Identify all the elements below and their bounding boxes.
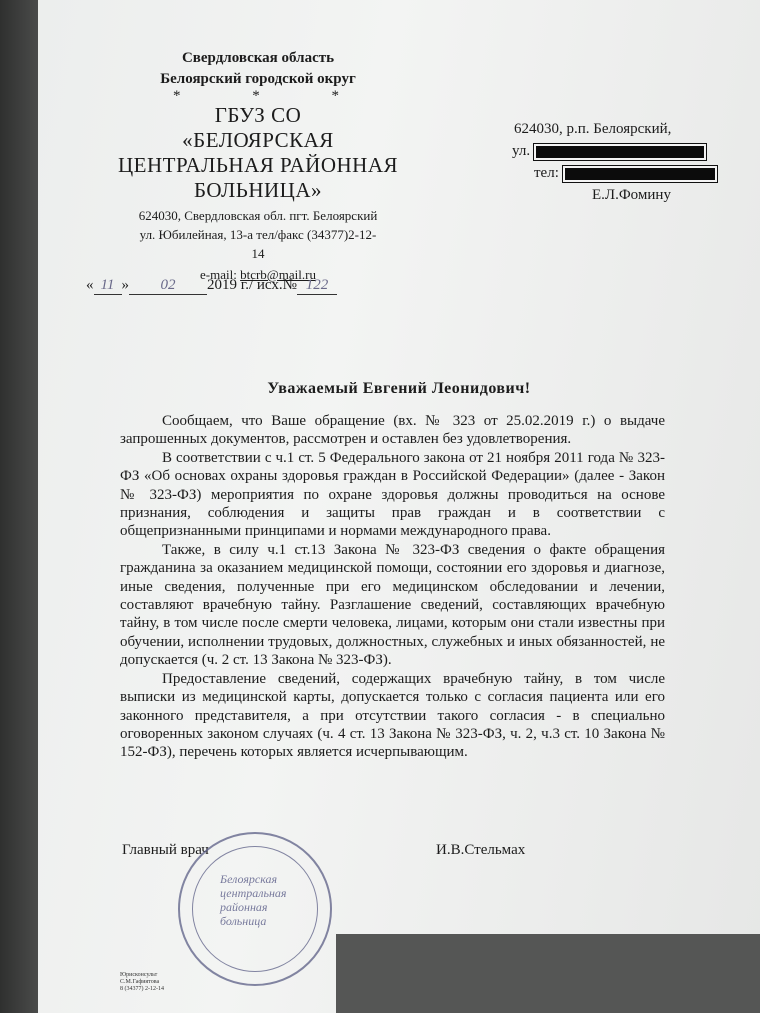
recipient-line1: 624030, р.п. Белоярский,: [514, 121, 672, 137]
ref-open-quote: «: [86, 277, 94, 293]
official-stamp: [178, 832, 332, 986]
body-paragraph-1: Сообщаем, что Ваше обращение (вх. № 323 от 25.02.2019 г.) о выдаче запрошенных документов, рассмотрен и оставлен без удовлетворения.: [120, 413, 665, 448]
recipient-street-line: [512, 140, 752, 162]
org-name-line3: ЦЕНТРАЛЬНАЯ РАЙОННАЯ: [117, 153, 399, 177]
letterhead: [108, 48, 408, 284]
org-name-line4: БОЛЬНИЦА»: [194, 178, 322, 202]
redacted-phone: [563, 166, 717, 182]
stamp-text: [220, 872, 286, 928]
org-address-line1: 624030, Свердловская обл. пгт. Белоярский: [138, 208, 378, 223]
org-name-line2: «БЕЛОЯРСКАЯ: [182, 128, 334, 152]
letter-sheet: [38, 0, 760, 1013]
signature-title: Главный врач: [122, 842, 209, 858]
ref-number: 122: [297, 277, 337, 295]
recipient-street-label: ул.: [512, 143, 531, 159]
footer-line2: С.М.Гафиятова: [120, 979, 160, 985]
ref-close-quote: »: [121, 277, 129, 293]
body-paragraph-2: В соответствии с ч.1 ст. 5 Федерального закона от 21 ноября 2011 года № 323-ФЗ «Об основах охраны здоровья граждан в Российской Федерации» (далее - Закон № 323-ФЗ) мероприятия по охране здоровья должны проводиться на основе признания, соблюдения и защиты прав граждан и в соответствии с общепризнанными принципами и нормами международного права.: [120, 449, 665, 540]
executor-footer: [120, 972, 164, 993]
ref-day: 11: [94, 277, 122, 295]
recipient-phone-line: [512, 162, 752, 184]
email-value: btcrb@mail.ru: [240, 267, 316, 282]
greeting: Уважаемый Евгений Леонидович!: [267, 380, 531, 397]
recipient-phone-label: тел:: [534, 165, 559, 181]
redacted-street: [534, 144, 706, 160]
org-address-line3: 14: [251, 246, 265, 261]
body-paragraph-4: Предоставление сведений, содержащих врачебную тайну, в том числе выписки из медицинской карты, допускается только с согласия пациента или его законного представителя, а при отсутствии такого согласия - в специально оговоренных законом случаях (ч. 4 ст. 13 Закона № 323-ФЗ, ч. 2, ч.3 ст. 10 Закона № 152-ФЗ), перечень которых является исчерпывающим.: [120, 670, 665, 761]
footer-line1: Юрисконсульт: [120, 972, 158, 978]
outgoing-reference: [86, 277, 337, 295]
signature-name: И.В.Стельмах: [436, 842, 526, 858]
photo-background-left: [0, 0, 38, 1013]
stamp-line4: больница: [220, 914, 267, 928]
ref-month: 02: [129, 277, 207, 295]
email-label: e-mail:: [200, 267, 237, 282]
org-address: [108, 206, 408, 263]
org-address-line2: ул. Юбилейная, 13-а тел/факс (34377)2-12-: [139, 227, 377, 242]
ref-year-text: 2019 г./ исх.№: [207, 277, 297, 293]
recipient-name: Е.Л.Фомину: [592, 187, 671, 203]
body-paragraph-3: Также, в силу ч.1 ст.13 Закона № 323-ФЗ сведения о факте обращения гражданина за оказанием медицинской помощи, состоянии его здоровья и диагнозе, иные сведения, полученные при его медицинском обследовании и лечении, составляют врачебную тайну. Разглашение сведений, составляющих врачебную тайну, в том числе после смерти человека, лицами, которым они стали известны при обучении, исполнении трудовых, должностных, служебных и иных обязанностей, не допускается (ч. 2 ст. 13 Закона № 323-ФЗ).: [120, 541, 665, 669]
letter-body: [120, 412, 665, 762]
letterhead-district: Белоярский городской округ: [160, 71, 356, 87]
letterhead-stars: * * *: [173, 88, 373, 104]
stamp-line3: районная: [220, 900, 268, 914]
stamp-line1: Белоярская: [220, 872, 278, 886]
stamp-line2: центральная: [220, 886, 287, 900]
recipient-block: [512, 118, 752, 206]
footer-line3: 8 (34377) 2-12-14: [120, 986, 164, 992]
letterhead-region: Свердловская область: [181, 50, 335, 66]
redaction-block: [336, 934, 760, 1013]
org-name-line1: ГБУЗ СО: [214, 103, 302, 127]
